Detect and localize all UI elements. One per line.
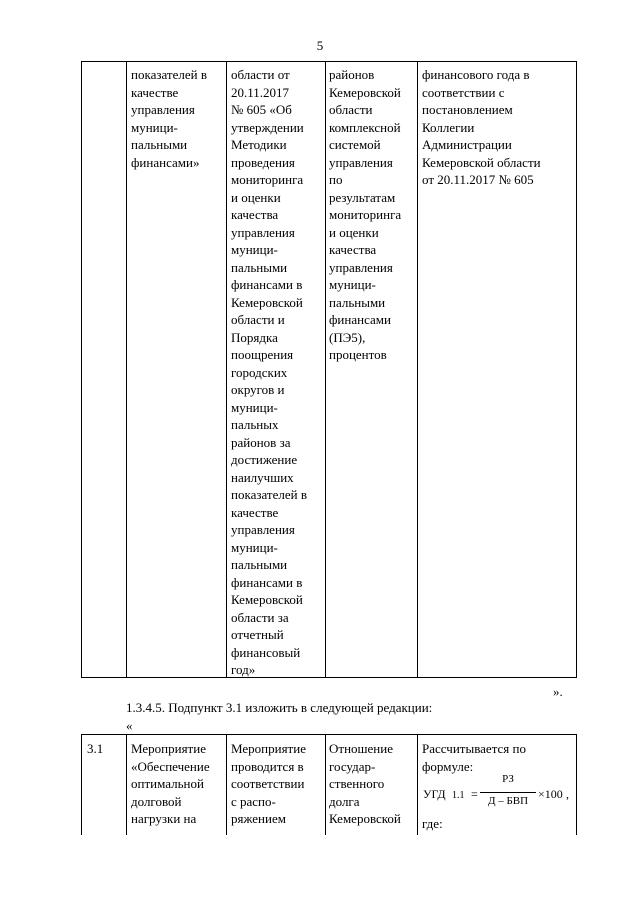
cell-line: финансами»: [131, 154, 200, 170]
formula-numerator: РЗ: [502, 773, 514, 785]
formula-trailing-comma: ,: [566, 787, 569, 801]
cell-line: наилучших: [231, 469, 294, 485]
cell-line: пальными: [329, 294, 386, 310]
cell-line: управления: [131, 102, 195, 117]
cell-line: управления: [329, 154, 393, 170]
cell-line: долга: [329, 793, 360, 809]
cell-line: финансовый: [231, 644, 301, 660]
cell-line: по: [329, 172, 343, 187]
cell-line: качества: [329, 242, 377, 257]
table1-top-border: [81, 61, 576, 62]
cell-line: финансами в: [231, 574, 303, 590]
table2-cell-indicator: [329, 740, 401, 828]
table2-cell-number: [87, 740, 103, 758]
cell-line: «Обеспечение: [131, 758, 210, 774]
table2-col-border: [417, 734, 418, 835]
cell-line: пальными: [231, 259, 288, 275]
table1-cell-basis: [231, 66, 307, 679]
cell-line: результатам: [329, 189, 396, 205]
cell-line: Кемеровской: [329, 811, 401, 826]
cell-line: соответствии с: [422, 84, 505, 100]
cell-line: управления: [231, 522, 295, 537]
cell-line: государ-: [329, 758, 376, 774]
cell-line: пальными: [231, 557, 288, 572]
cell-line: области от: [231, 67, 290, 82]
cell-line: районов за: [231, 434, 291, 450]
cell-line: мониторинга: [231, 172, 304, 187]
cell-line: Методики: [231, 137, 287, 152]
cell-line: муници-: [231, 399, 278, 415]
cell-line: области: [329, 102, 373, 117]
cell-line: Кемеровской: [231, 592, 303, 607]
cell-line: Коллегии: [422, 119, 475, 135]
cell-line: финансами: [329, 312, 391, 327]
cell-line: и оценки: [329, 224, 379, 240]
cell-line: (ПЭ5),: [329, 329, 366, 345]
cell-line: качестве: [131, 84, 179, 100]
amendment-instruction: 1.3.4.5. Подпункт 3.1 изложить в следующей редакции:: [126, 700, 433, 715]
table1-col-border: [81, 61, 82, 678]
cell-line: процентов: [329, 347, 387, 362]
cell-line: Отношение: [329, 741, 393, 756]
cell-line: Мероприятие: [131, 741, 206, 756]
table1-cell-method: [422, 66, 541, 189]
cell-line: комплексной: [329, 119, 401, 135]
cell-line: и оценки: [231, 189, 281, 205]
table2-col-border: [325, 734, 326, 835]
table2-top-border: [81, 734, 576, 735]
table1-col-border: [576, 61, 577, 678]
cell-line: финансового года в: [422, 67, 530, 82]
formula-equals: =: [471, 787, 478, 801]
table1-cell-name: [131, 66, 207, 171]
cell-line: Администрации: [422, 137, 512, 152]
cell-line: показателей в: [131, 67, 207, 82]
cell-line: Мероприятие: [231, 741, 306, 756]
cell-line: ственного: [329, 776, 385, 791]
cell-line: муници-: [131, 119, 178, 135]
cell-line: отчетный: [231, 627, 284, 642]
formula-lhs: УГД: [423, 787, 446, 801]
cell-line: области за: [231, 609, 289, 625]
cell-line: ряжением: [231, 811, 286, 826]
cell-line: качества: [231, 207, 279, 222]
closing-quote: ».: [553, 684, 563, 699]
opening-quote: «: [126, 718, 133, 733]
cell-line: от 20.11.2017 № 605: [422, 172, 534, 187]
table2-col-border: [126, 734, 127, 835]
cell-line: оптимальной: [131, 776, 204, 791]
table2-cell-name: [131, 740, 210, 828]
formula-multiplier: ×100: [538, 787, 563, 801]
table2-cell-method-continued: [422, 815, 443, 833]
page-number: 5: [316, 38, 324, 53]
cell-line: Кемеровской области: [422, 154, 541, 170]
cell-line: Порядка: [231, 329, 278, 345]
cell-line: долговой: [131, 793, 182, 809]
formula-subscript: 1.1: [452, 790, 465, 801]
cell-line: поощрения: [231, 347, 294, 362]
cell-line: муници-: [231, 539, 278, 555]
cell-line: соответствии: [231, 776, 305, 791]
table2-cell-basis: [231, 740, 306, 828]
cell-line: год»: [231, 662, 256, 677]
cell-line: области и: [231, 312, 285, 327]
cell-line: Кемеровской: [329, 84, 401, 100]
cell-line: управления: [329, 259, 393, 275]
cell-line: качестве: [231, 504, 279, 520]
table2-col-border: [81, 734, 82, 835]
cell-line: 20.11.2017: [231, 84, 290, 100]
cell-line: городских: [231, 364, 288, 380]
cell-line: 3.1: [87, 741, 104, 756]
cell-line: Кемеровской: [231, 294, 303, 310]
cell-line: постановлением: [422, 102, 513, 117]
cell-line: системой: [329, 137, 381, 152]
cell-line: утверждении: [231, 119, 304, 135]
cell-line: управления: [231, 224, 295, 240]
cell-line: районов: [329, 67, 375, 82]
table1-col-border: [325, 61, 326, 678]
cell-line: достижение: [231, 452, 298, 467]
cell-line: финансами в: [231, 277, 303, 292]
table1-cell-indicator: [329, 66, 401, 364]
table1-bottom-border: [81, 677, 576, 678]
table1-col-border: [126, 61, 127, 678]
cell-line: округов и: [231, 382, 285, 397]
cell-line: пальных: [231, 417, 279, 432]
table2-cell-method: [422, 740, 526, 775]
cell-line: пальными: [131, 137, 188, 152]
cell-line: Рассчитывается по: [422, 741, 526, 756]
cell-line: муници-: [231, 242, 278, 257]
table1-col-border: [226, 61, 227, 678]
table2-col-border: [226, 734, 227, 835]
table1-col-border: [417, 61, 418, 678]
cell-line: проводится в: [231, 758, 304, 774]
cell-line: где:: [422, 816, 443, 831]
cell-line: проведения: [231, 154, 295, 170]
cell-line: мониторинга: [329, 207, 402, 222]
formula-denominator: Д – БВП: [487, 795, 529, 807]
cell-line: формуле:: [422, 758, 474, 774]
cell-line: показателей в: [231, 487, 307, 502]
table2-col-border: [576, 734, 577, 835]
cell-line: муници-: [329, 277, 376, 292]
cell-line: № 605 «Об: [231, 102, 292, 117]
cell-line: нагрузки на: [131, 811, 197, 826]
cell-line: с распо-: [231, 793, 276, 809]
fraction-bar: [480, 792, 536, 793]
